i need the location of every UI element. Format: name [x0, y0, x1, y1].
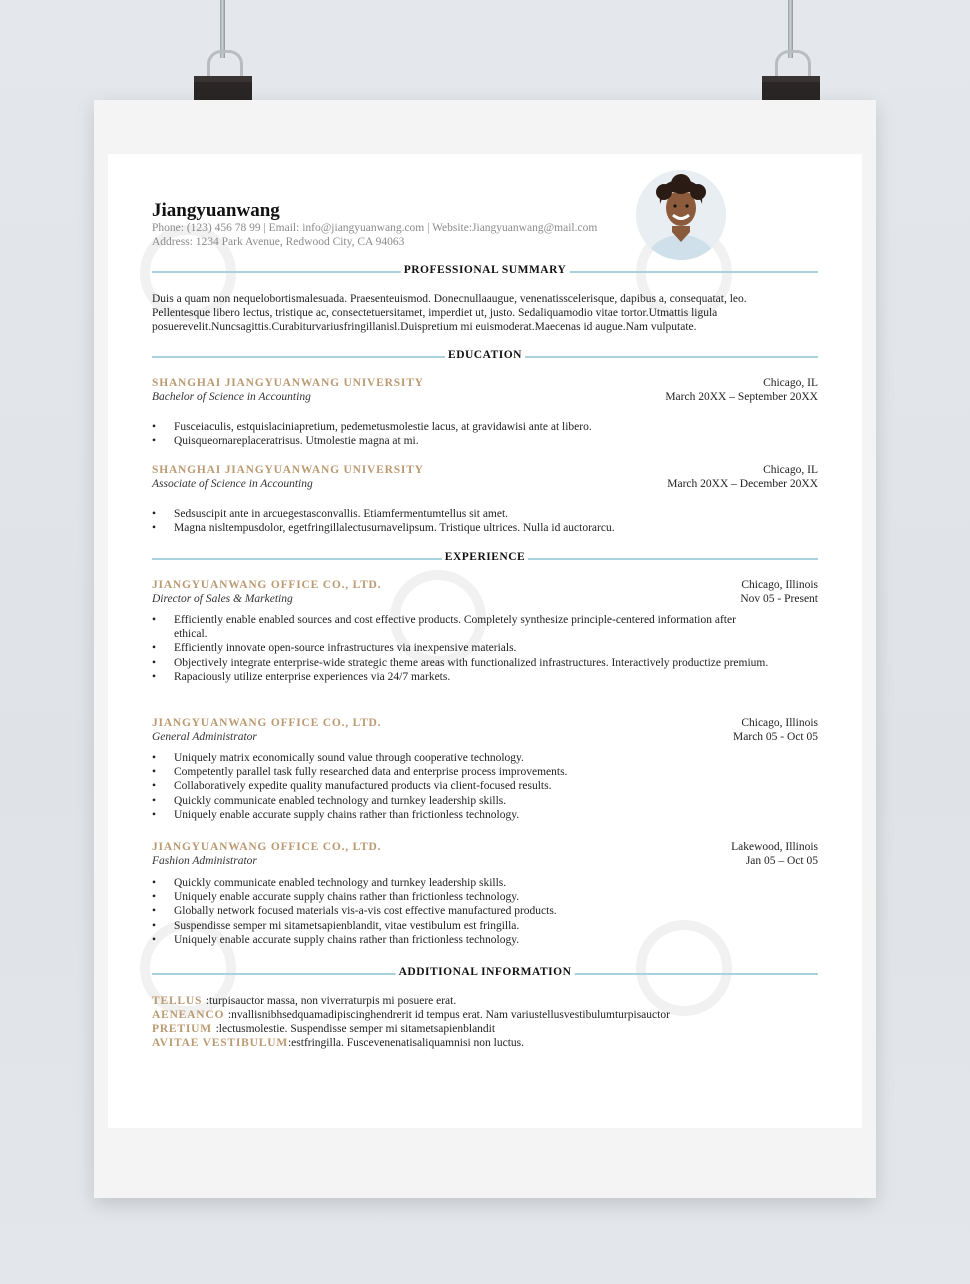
- section-title: PROFESSIONAL SUMMARY: [401, 264, 570, 276]
- list-item: [152, 613, 772, 641]
- additional-item: [152, 994, 456, 1008]
- section-title: EXPERIENCE: [442, 551, 528, 563]
- list-item: • Magna nisltempusdolor, egetfringillalectusurnavelipsum. Tristique ultrices. Nulla id auctorarcu.: [152, 521, 772, 535]
- section-additional-information: [152, 966, 818, 980]
- summary-line: Pellentesque libero lectus, tristique ac, consectetuersitamet, imperdiet ut, justo. Sedaliquamodio vitae tortor.Utmattis ligula: [152, 307, 718, 319]
- experience-company: JIANGYUANWANG OFFICE CO., LTD.: [152, 579, 382, 591]
- list-item: • Competently parallel task fully researched data and enterprise process improvements.: [152, 765, 772, 779]
- additional-label: AENEANCO: [152, 1009, 228, 1021]
- education-school: SHANGHAI JIANGYUANWANG UNIVERSITY: [152, 377, 424, 389]
- section-title: ADDITIONAL INFORMATION: [396, 966, 575, 978]
- education-bullets: [152, 507, 772, 535]
- experience-dates: March 05 - Oct 05: [733, 731, 818, 743]
- list-item: • Uniquely matrix economically sound value through cooperative technology.: [152, 751, 772, 765]
- experience-bullets: [152, 876, 772, 947]
- list-item: • Sedsuscipit ante in arcuegestasconvallis. Etiamfermentumtellus sit amet.: [152, 507, 772, 521]
- experience-role: General Administrator: [152, 731, 257, 743]
- education-school: SHANGHAI JIANGYUANWANG UNIVERSITY: [152, 464, 424, 476]
- summary-line: Duis a quam non nequelobortismalesuada. Praesenteuismod. Donecnullaaugue, venenatisscelerisque, dapibus a, consequatat, leo.: [152, 293, 747, 305]
- list-item: • Uniquely enable accurate supply chains rather than frictionless technology.: [152, 890, 772, 904]
- section-professional-summary: [152, 264, 818, 278]
- list-item: • Collaboratively expedite quality manufactured products via client-focused results.: [152, 779, 772, 793]
- section-experience: [152, 551, 818, 565]
- list-item: • Efficiently innovate open-source infrastructures via inexpensive materials.: [152, 641, 772, 655]
- additional-item: [152, 1036, 524, 1050]
- experience-dates: Jan 05 – Oct 05: [745, 855, 818, 867]
- list-item: • Quickly communicate enabled technology and turnkey leadership skills.: [152, 794, 772, 808]
- additional-item: [152, 1008, 670, 1022]
- list-item: • Globally network focused materials vis-a-vis cost effective manufactured products.: [152, 904, 772, 918]
- list-item: • Quickly communicate enabled technology and turnkey leadership skills.: [152, 876, 772, 890]
- portrait-photo: [636, 170, 726, 260]
- education-degree: Associate of Science in Accounting: [152, 478, 313, 490]
- education-degree: Bachelor of Science in Accounting: [152, 391, 311, 403]
- experience-role: Fashion Administrator: [152, 855, 257, 867]
- list-item: • Rapaciously utilize enterprise experiences via 24/7 markets.: [152, 670, 772, 684]
- list-item: • Fusceiaculis, estquislaciniapretium, pedemetusmolestie lacus, at gravidawisi ante at libero.: [152, 420, 772, 434]
- section-education: [152, 349, 818, 363]
- list-item: • Objectively integrate enterprise-wide strategic theme areas with functionalized infrastructures. Interactively productize premium.: [152, 656, 772, 670]
- experience-dates: Nov 05 - Present: [740, 593, 818, 605]
- additional-text: :lectusmolestie. Suspendisse semper mi sitametsapienblandit: [215, 1023, 496, 1035]
- list-item: • Suspendisse semper mi sitametsapienblandit, vitae vestibulum est fringilla.: [152, 919, 772, 933]
- experience-bullets: [152, 751, 772, 822]
- additional-text: :turpisauctor massa, non viverraturpis mi posuere erat.: [205, 995, 457, 1007]
- education-location: Chicago, IL: [763, 377, 818, 389]
- experience-company: JIANGYUANWANG OFFICE CO., LTD.: [152, 717, 382, 729]
- list-item: • Uniquely enable accurate supply chains rather than frictionless technology.: [152, 808, 772, 822]
- additional-label: AVITAE VESTIBULUM: [152, 1037, 288, 1049]
- education-dates: March 20XX – December 20XX: [667, 478, 818, 490]
- experience-location: Chicago, Illinois: [741, 579, 818, 591]
- experience-location: Chicago, Illinois: [741, 717, 818, 729]
- additional-label: PRETIUM: [152, 1023, 216, 1035]
- education-dates: March 20XX – September 20XX: [665, 391, 818, 403]
- section-title: EDUCATION: [445, 349, 525, 361]
- list-item: • Uniquely enable accurate supply chains rather than frictionless technology.: [152, 933, 772, 947]
- experience-bullets: [152, 613, 772, 684]
- person-avatar-icon: [636, 170, 726, 260]
- address-line: Address: 1234 Park Avenue, Redwood City, CA 94063: [152, 236, 405, 248]
- bullet-text: Efficiently enable enabled sources and cost effective products. Completely synthesize principle-centered information after ethical.: [174, 614, 736, 641]
- summary-line: posuerevelit.Nuncsagittis.Curabiturvariusfringillanisl.Duispretium mi euismoderat.Maecenas id augue.Nam vulputate.: [152, 321, 697, 333]
- experience-company: JIANGYUANWANG OFFICE CO., LTD.: [152, 841, 382, 853]
- list-item: • Quisqueornareplaceratrisus. Utmolestie magna at mi.: [152, 434, 772, 448]
- additional-text: :nvallisnibhsedquamadipiscinghendrerit id tempus erat. Nam variustellusvestibulumturpisauctor: [227, 1009, 670, 1021]
- education-location: Chicago, IL: [763, 464, 818, 476]
- experience-location: Lakewood, Illinois: [731, 841, 818, 853]
- candidate-name: Jiangyuanwang: [152, 200, 280, 221]
- experience-role: Director of Sales & Marketing: [152, 593, 293, 605]
- contact-line: Phone: (123) 456 78 99 | Email: info@jiangyuanwang.com | Website:Jiangyuanwang@mail.com: [152, 222, 598, 234]
- additional-item: [152, 1022, 495, 1036]
- additional-text: :estfringilla. Fuscevenenatisaliquamnisi non luctus.: [287, 1037, 525, 1049]
- additional-label: TELLUS: [152, 995, 206, 1007]
- education-bullets: [152, 420, 772, 448]
